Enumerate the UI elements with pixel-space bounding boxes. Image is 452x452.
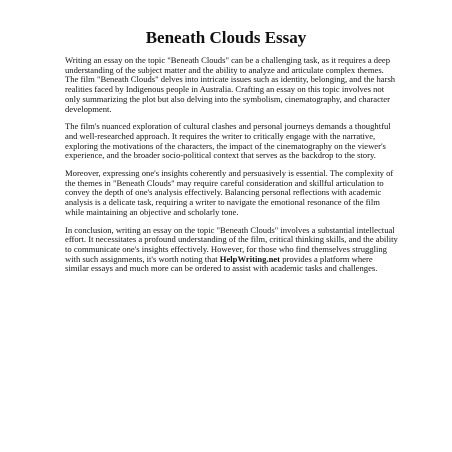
paragraph-line: development. — [65, 103, 112, 114]
paragraph-line: to communicate one's insights effectively. However, for those who find themselves struggling — [65, 243, 387, 254]
paragraph-line: the themes in "Beneath Clouds" may require careful consideration and skillful articulation to — [65, 177, 384, 188]
paragraph-3 — [65, 169, 395, 218]
paragraph-line: experience, and the broader socio-political context that serves as the backdrop to the story. — [65, 150, 376, 161]
paragraph-line: only summarizing the plot but also delving into the symbolism, cinematography, and character — [65, 93, 390, 104]
paragraph-line: understanding of the subject matter and the ability to analyze and articulate complex themes. — [65, 64, 384, 75]
paragraph-line: effort. It necessitates a profound understanding of the film, critical thinking skills, and the ability — [65, 234, 398, 245]
line-text-after: provides a platform where — [280, 253, 373, 264]
paragraph-line: exploring the motivations of the characters, the impact of the cinematography on the viewer's — [65, 140, 386, 151]
paragraph-2 — [65, 122, 395, 161]
paragraph-line: and well-researched approach. It requires the writer to critically engage with the narrative, — [65, 130, 376, 141]
paragraph-line: analysis is a delicate task, requiring a writer to navigate the emotional resonance of the film — [65, 197, 380, 208]
paragraph-line: similar essays and much more can be ordered to assist with academic tasks and challenges. — [65, 263, 378, 274]
helpwriting-brand: HelpWriting.net — [219, 253, 281, 264]
paragraph-line: In conclusion, writing an essay on the topic "Beneath Clouds" involves a substantial intellectual — [65, 224, 395, 235]
paragraph-1 — [65, 56, 395, 114]
paragraph-4 — [65, 224, 398, 275]
essay-title: Beneath Clouds Essay — [145, 28, 307, 47]
paragraph-line: Moreover, expressing one's insights coherently and persuasively is essential. The complexity of — [65, 168, 394, 179]
essay-body — [65, 55, 398, 282]
paragraph-line: while maintaining an objective and scholarly tone. — [65, 206, 239, 217]
paragraph-line: The film's nuanced exploration of cultural clashes and personal journeys demands a thoughtful — [65, 121, 391, 132]
paragraph-line: The film "Beneath Clouds" delves into intricate issues such as identity, belonging, and the harsh — [65, 74, 396, 85]
line-text-before: with such assignments, it's worth noting that — [65, 253, 220, 264]
paragraph-line: convey the depth of one's analysis effectively. Balancing personal reflections with academic — [65, 187, 382, 198]
paragraph-line: realities faced by Indigenous people in Australia. Crafting an essay on this topic involves not — [65, 84, 385, 95]
paragraph-line: Writing an essay on the topic "Beneath Clouds" can be a challenging task, as it requires a deep — [65, 55, 391, 65]
